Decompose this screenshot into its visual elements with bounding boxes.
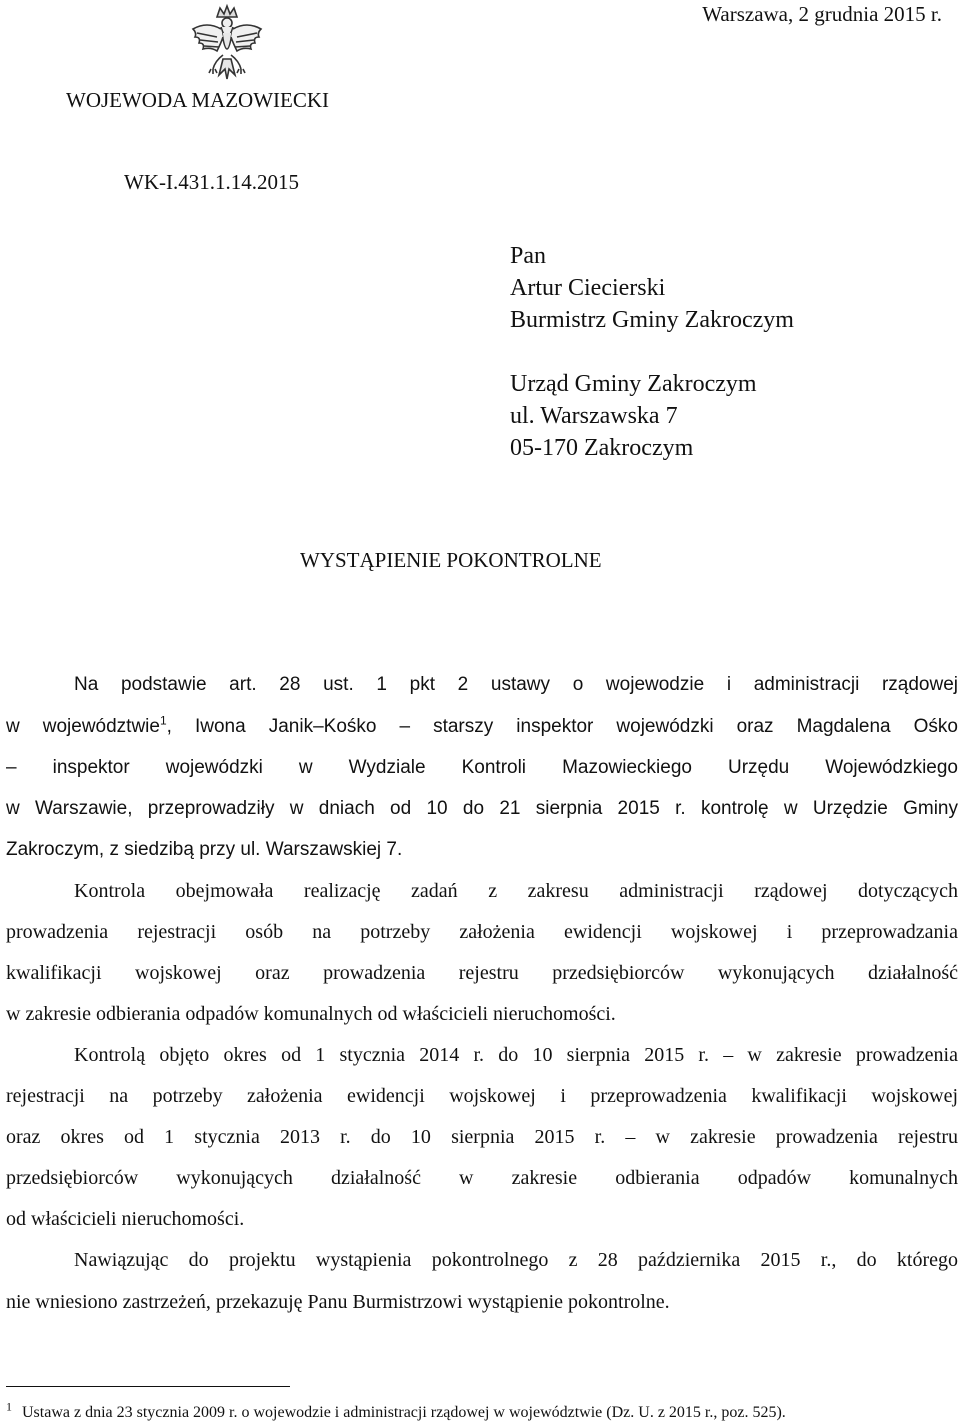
paragraph-3-line-3: oraz okres od 1 stycznia 2013 r. do 10 sierpnia 2015 r. – w zakresie prowadzenia rejestru <box>6 1126 958 1148</box>
footnote-ref: 1 <box>159 713 167 728</box>
paragraph-4-line-1: Nawiązując do projektu wystąpienia pokontrolnego z 28 października 2015 r., do którego <box>74 1249 958 1271</box>
footnote-text: Ustawa z dnia 23 stycznia 2009 r. o wojewodzie i administracji rządowej w województwie (Dz. U. z 2015 r., poz. 525). <box>22 1404 786 1421</box>
paragraph-1-line-3: – inspektor wojewódzki w Wydziale Kontroli Mazowieckiego Urzędu Wojewódzkiego <box>6 757 958 778</box>
paragraph-1-line-5: Zakroczym, z siedzibą przy ul. Warszawskiej 7. <box>6 839 403 860</box>
paragraph-1-line-2 <box>6 713 958 738</box>
recipient-postal: 05-170 Zakroczym <box>510 435 694 461</box>
polish-eagle-emblem-icon <box>187 3 267 85</box>
paragraph-2-line-2: prowadzenia rejestracji osób na potrzeby założenia ewidencji wojskowej i przeprowadzania <box>6 921 958 943</box>
footnote-marker: 1 <box>6 1399 12 1414</box>
paragraph-2-line-3: kwalifikacji wojskowej oraz prowadzenia rejestru przedsiębiorców wykonujących działalność <box>6 962 958 984</box>
document-title: WYSTĄPIENIE POKONTROLNE <box>300 548 602 572</box>
paragraph-1-line-1: Na podstawie art. 28 ust. 1 pkt 2 ustawy o wojewodzie i administracji rządowej <box>74 674 958 695</box>
paragraph-3-line-1: Kontrolą objęto okres od 1 stycznia 2014 r. do 10 sierpnia 2015 r. – w zakresie prowadzenia <box>74 1044 958 1066</box>
paragraph-1-text-a: w województwie <box>6 716 160 737</box>
authority-name: WOJEWODA MAZOWIECKI <box>66 88 330 112</box>
paragraph-2-line-4: w zakresie odbierania odpadów komunalnych od właścicieli nieruchomości. <box>6 1003 616 1025</box>
recipient-office: Urząd Gminy Zakroczym <box>510 371 757 397</box>
paragraph-3-line-2: rejestracji na potrzeby założenia ewidencji wojskowej i przeprowadzenia kwalifikacji wojskowej <box>6 1085 958 1107</box>
paragraph-1-text-b: , Iwona Janik–Kośko – starszy inspektor wojewódzki oraz Magdalena Ośko <box>166 716 958 737</box>
footnote <box>6 1399 786 1422</box>
paragraph-3-line-5: od właścicieli nieruchomości. <box>6 1208 245 1230</box>
recipient-street: ul. Warszawska 7 <box>510 403 678 429</box>
reference-number: WK-I.431.1.14.2015 <box>124 170 299 194</box>
paragraph-4-line-2: nie wniesiono zastrzeżeń, przekazuję Panu Burmistrzowi wystąpienie pokontrolne. <box>6 1291 670 1313</box>
recipient-name: Artur Ciecierski <box>510 275 666 301</box>
paragraph-2-line-1: Kontrola obejmowała realizację zadań z zakresu administracji rządowej dotyczących <box>74 880 958 902</box>
recipient-block <box>510 240 794 464</box>
paragraph-1-line-4: w Warszawie, przeprowadziły w dniach od 10 do 21 sierpnia 2015 r. kontrolę w Urzędzie Gminy <box>6 798 958 819</box>
recipient-salutation: Pan <box>510 243 546 269</box>
recipient-position: Burmistrz Gminy Zakroczym <box>510 307 794 333</box>
place-and-date: Warszawa, 2 grudnia 2015 r. <box>702 2 942 26</box>
footnote-separator <box>6 1386 290 1387</box>
paragraph-3-line-4: przedsiębiorców wykonujących działalność w zakresie odbierania odpadów komunalnych <box>6 1167 958 1189</box>
